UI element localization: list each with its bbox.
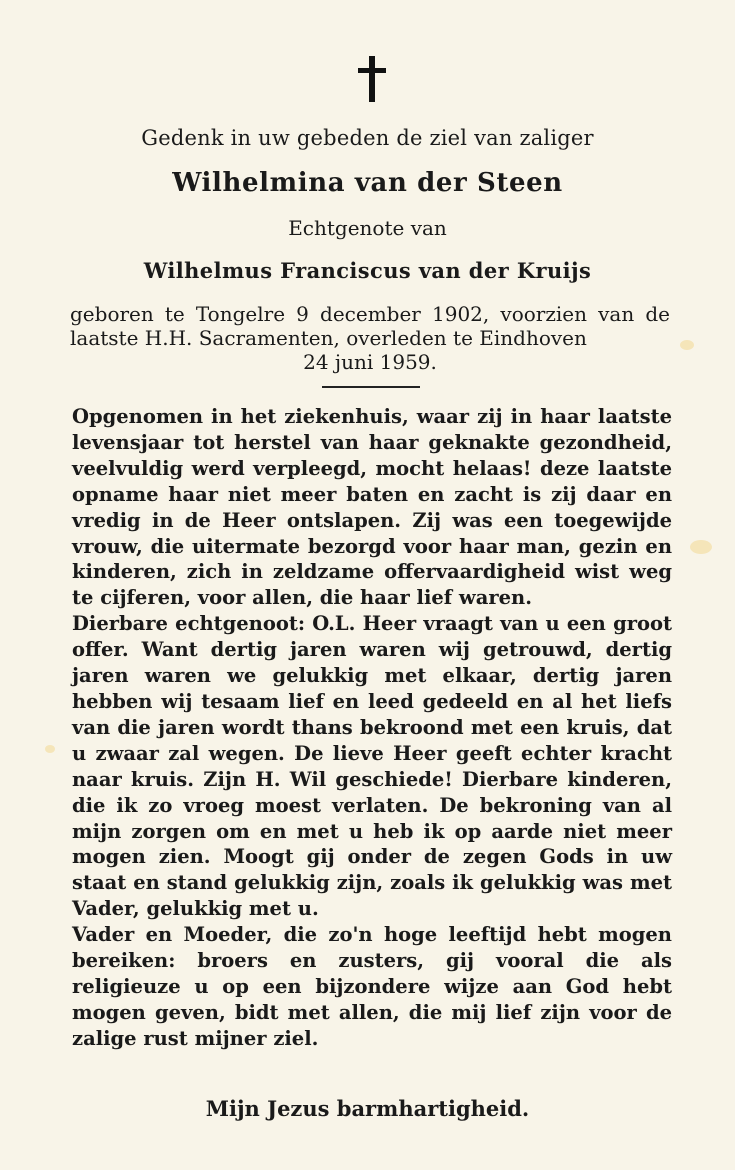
paragraph: Vader en Moeder, die zo'n hoge leeftijd hebt mogen bereiken: broers en zusters, gij vooral die als religieuze u op een bijzondere wijze aan God hebt mogen geven, bidt met allen, die mij lief zijn voor de zalige rust mijner ziel. xyxy=(72,923,672,1050)
spouse-name: Wilhelmus Franciscus van der Kruijs xyxy=(143,258,592,283)
stain-spot xyxy=(45,745,55,753)
divider xyxy=(322,386,420,388)
intro-line: Gedenk in uw gebeden de ziel van zaliger xyxy=(141,126,594,150)
paragraph: Dierbare echtgenoot: O.L. Heer vraagt van u een groot offer. Want dertig jaren waren wij getrouwd, dertig jaren waren we gelukkig met elkaar, dertig jaren hebben wij tesaam lief en leed gedeeld en al het liefs van die jaren wordt thans bekroond met een kruis, dat u zwaar zal wegen. De lieve Heer geeft echter kracht naar kruis. Zijn H. Wil geschiede! Dierbare kinderen, die ik zo vroeg moest verlaten. De bekroning van al mijn zorgen om en met u heb ik op aarde niet meer mogen zien. Moogt gij onder de zegen Gods in uw staat en stand gelukkig zijn, zoals ik gelukkig was met Vader, gelukkig met u. xyxy=(72,612,672,921)
deceased-name: Wilhelmina van der Steen xyxy=(172,168,563,198)
death-date: 24 juni 1959. xyxy=(303,350,437,374)
stain-spot xyxy=(680,340,694,350)
memorial-text xyxy=(72,404,672,1052)
paragraph: Opgenomen in het ziekenhuis, waar zij in haar laatste levensjaar tot herstel van haar geknakte gezondheid, veelvuldig werd verpleegd, mocht helaas! deze laatste opname haar niet meer baten en zacht is zij daar en vredig in de Heer ontslapen. Zij was een toegewijde vrouw, die uitermate bezorgd voor haar man, gezin en kinderen, zich in zeldzame offervaardigheid wist weg te cijferen, voor allen, die haar lief waren. xyxy=(72,405,672,610)
dates-text: geboren te Tongelre 9 december 1902, voorzien van de laatste H.H. Sacramenten, overleden te Eindhoven xyxy=(70,302,670,350)
birth-death-details xyxy=(70,302,670,374)
closing-prayer: Mijn Jezus barmhartigheid. xyxy=(205,1096,530,1121)
cross-icon xyxy=(352,54,392,104)
stain-spot xyxy=(690,540,712,554)
spouse-label: Echtgenote van xyxy=(288,216,447,240)
